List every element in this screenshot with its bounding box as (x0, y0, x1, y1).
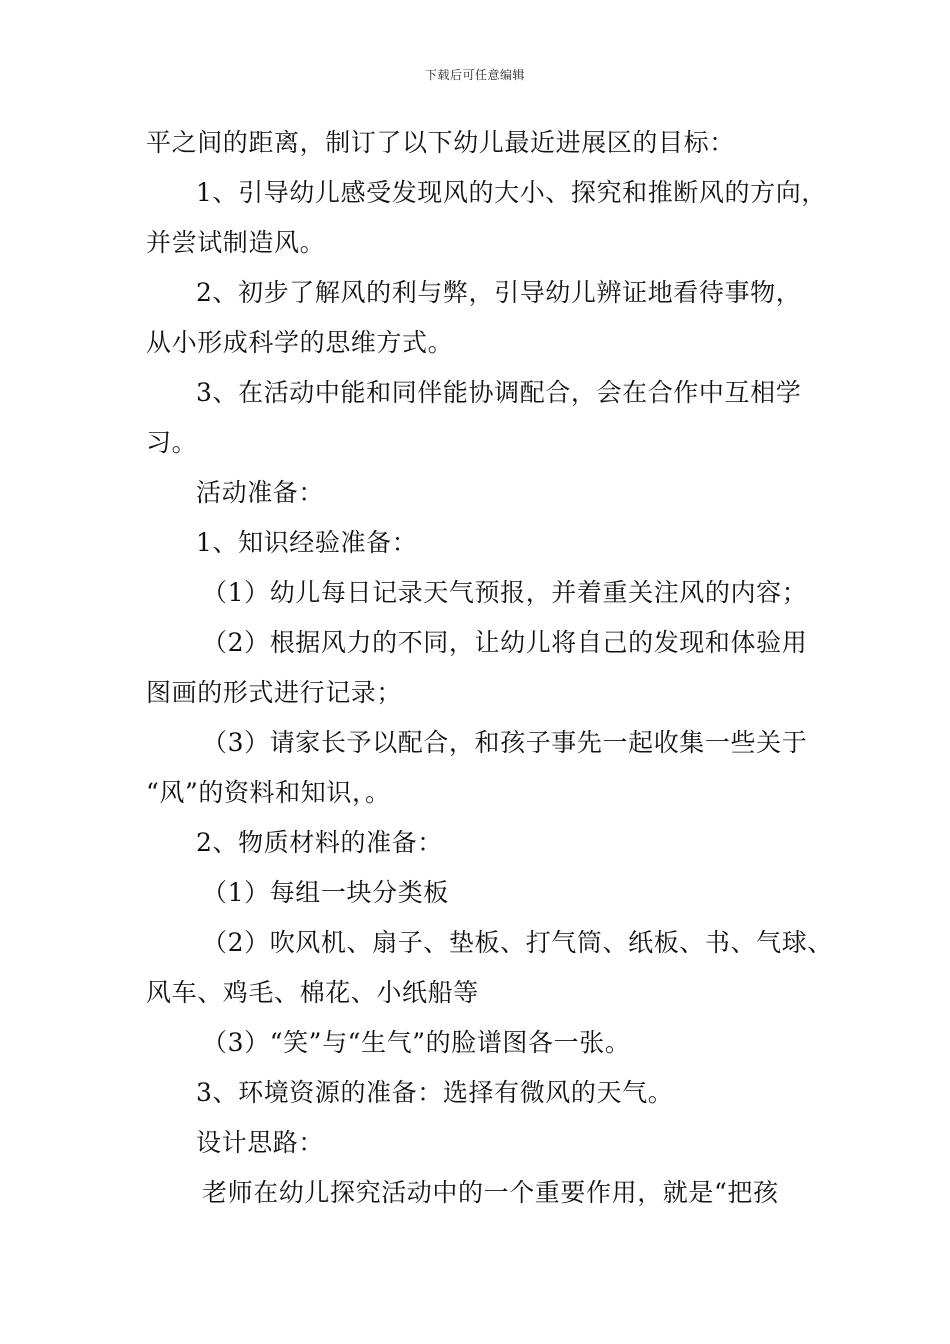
text-line: （2）吹风机、扇子、垫板、打气筒、纸板、书、气球、 (202, 928, 833, 957)
text-line: （1）每组一块分类板 (202, 878, 449, 907)
subsection-heading: 1、知识经验准备： (196, 528, 418, 557)
text-line: （3）“笑”与“生气”的脸谱图各一张。 (202, 1028, 631, 1057)
section-heading: 设计思路： (196, 1128, 325, 1157)
text-line: 风车、鸡毛、棉花、小纸船等 (146, 978, 479, 1007)
subsection-heading: 3、环境资源的准备：选择有微风的天气。 (196, 1078, 674, 1107)
text-line: “风”的资料和知识，。 (146, 778, 391, 807)
text-line: 老师在幼儿探究活动中的一个重要作用，就是“把孩 (202, 1178, 779, 1207)
text-line: 并尝试制造风。 (146, 228, 326, 257)
text-line: 习。 (146, 428, 198, 457)
text-line: 1、引导幼儿感受发现风的大小、探究和推断风的方向， (196, 178, 827, 207)
section-heading: 活动准备： (196, 478, 325, 507)
text-line: 图画的形式进行记录； (146, 678, 403, 707)
text-line: 平之间的距离，制订了以下幼儿最近进展区的目标： (146, 128, 735, 157)
text-line: （3）请家长予以配合，和孩子事先一起收集一些关于 (202, 728, 808, 757)
text-line: （1）幼儿每日记录天气预报，并着重关注风的内容； (202, 578, 808, 607)
page-header-note: 下载后可任意编辑 (424, 68, 525, 82)
text-line: 从小形成科学的思维方式。 (146, 328, 454, 357)
text-line: 2、初步了解风的利与弊，引导幼儿辨证地看待事物， (196, 278, 802, 307)
text-line: 3、在活动中能和同伴能协调配合，会在合作中互相学 (196, 378, 802, 407)
text-line: （2）根据风力的不同，让幼儿将自己的发现和体验用 (202, 628, 808, 657)
subsection-heading: 2、物质材料的准备： (196, 828, 443, 857)
